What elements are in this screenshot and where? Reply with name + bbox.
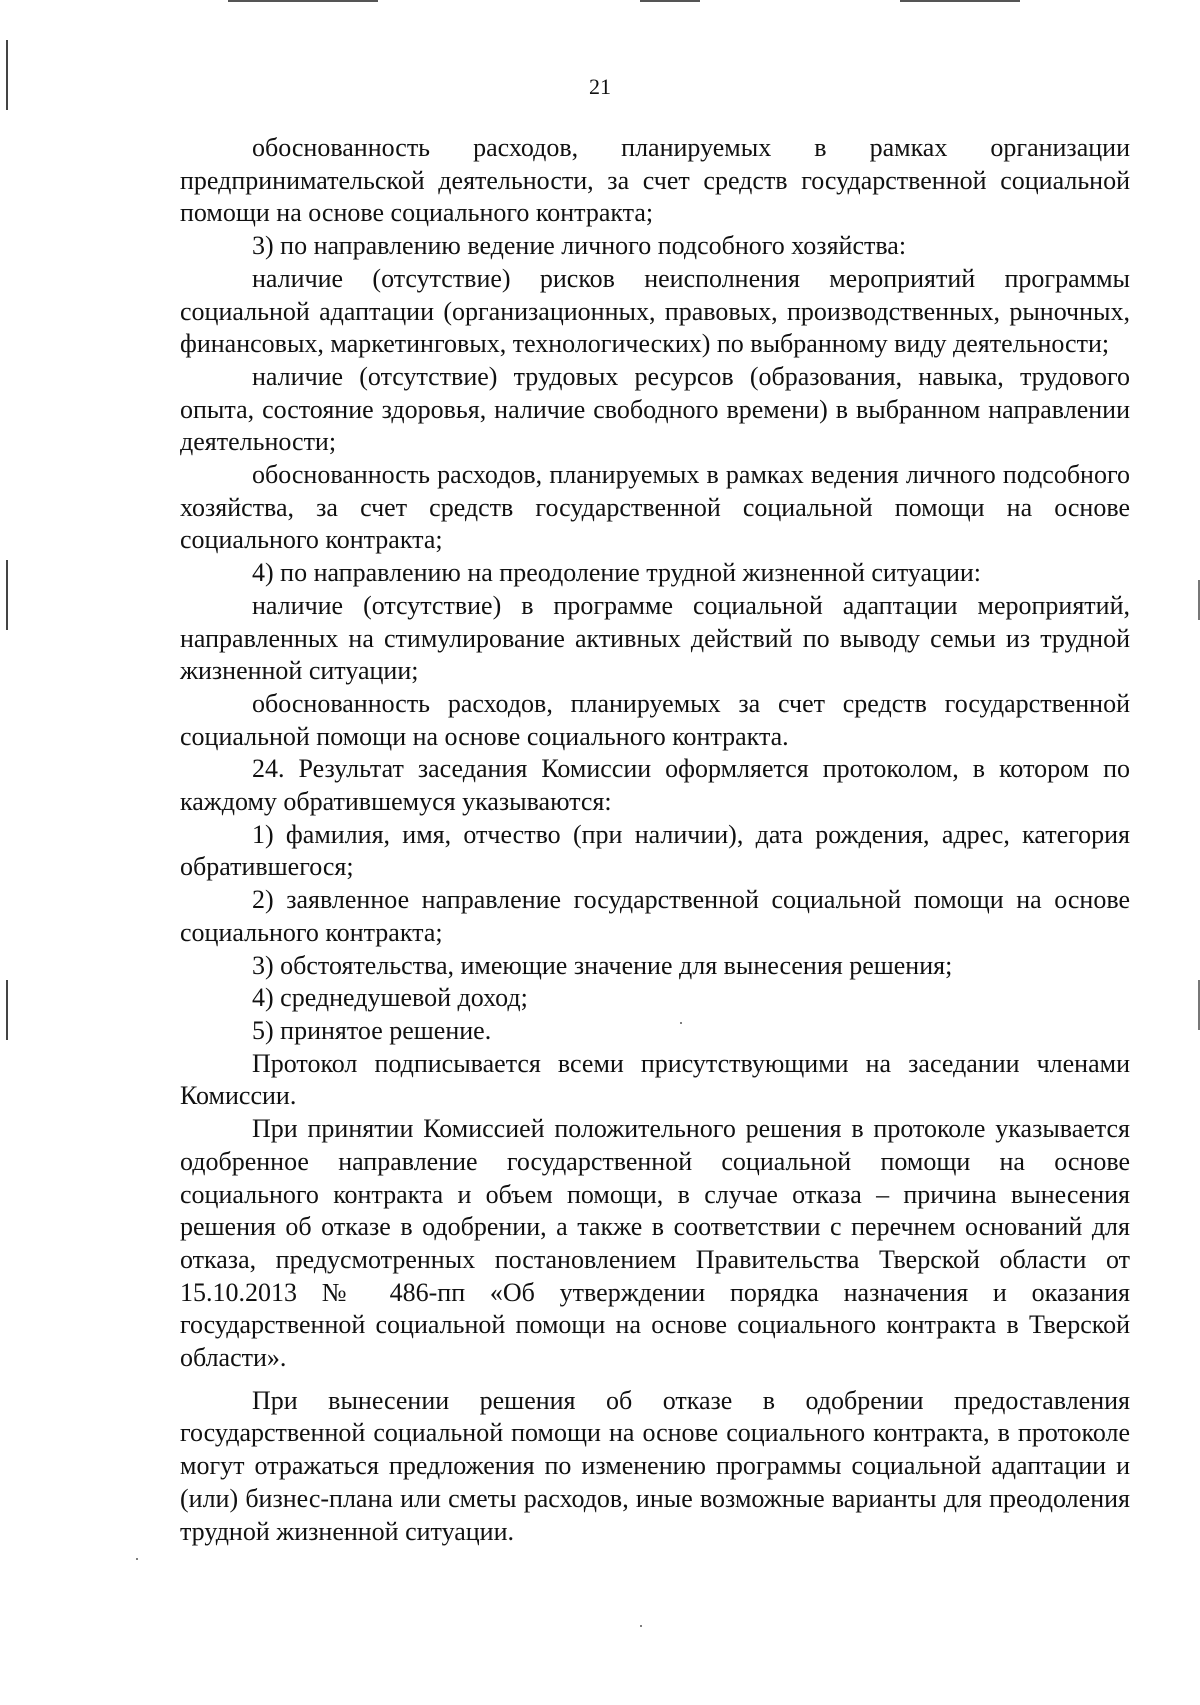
scan-edge-mark <box>640 0 700 2</box>
paragraph: обоснованность расходов, планируемых в рамках ведения личного подсобного хозяйства, за счет средств государственной социальной помощи на основе социального контракта; <box>180 460 1130 555</box>
paragraph: 4) по направлению на преодоление трудной жизненной ситуации: <box>252 558 982 588</box>
paragraph: 3) обстоятельства, имеющие значение для вынесения решения; <box>252 950 953 980</box>
paragraph: наличие (отсутствие) в программе социальной адаптации мероприятий, направленных на стимулирование активных действий по выводу семьи из трудной жизненной ситуации; <box>180 590 1130 686</box>
paragraph: наличие (отсутствие) рисков неисполнения мероприятий программы социальной адаптации (организационных, правовых, производственных, рыночных, финансовых, маркетинговых, технологических) по выбранному виду деятельности; <box>180 263 1130 359</box>
paragraph: обоснованность расходов, планируемых в рамках организации предпринимательской деятельности, за счет средств государственной социальной помощи на основе социального контракта; <box>180 133 1130 228</box>
paragraph: обоснованность расходов, планируемых за счет средств государственной социальной помощи на основе социального контракта. <box>180 688 1130 751</box>
page-number: 21 <box>589 74 611 99</box>
paragraph: При принятии Комиссией положительного решения в протоколе указывается одобренное направление государственной социальной помощи на основе социального контракта и объем помощи, в случае отказа – причина вынесения решения об отказе в одобрении, а также в соответствии с перечнем оснований для отказа, предусмотренных постановлением Правительства Тверской области от 15.10.2013 № 486-пп «Об утверждении порядка назначения и оказания государственной социальной помощи на основе социального контракта в Тверской области». <box>180 1114 1130 1373</box>
scan-edge-mark <box>6 980 8 1040</box>
paragraph: При вынесении решения об отказе в одобрении предоставления государственной социальной помощи на основе социального контракта, в протоколе могут отражаться предложения по изменению программы социальной адаптации и (или) бизнес-плана или сметы расходов, иные возможные варианты для преодоления трудной жизненной ситуации. <box>180 1385 1130 1546</box>
scan-edge-mark <box>900 0 1020 2</box>
scan-speck <box>640 1625 642 1627</box>
paragraph: 4) среднедушевой доход; <box>252 983 528 1013</box>
paragraph: Протокол подписывается всеми присутствующими на заседании членами Комиссии. <box>180 1048 1130 1111</box>
paragraph: 24. Результат заседания Комиссии оформляется протоколом, в котором по каждому обратившемуся указываются: <box>180 754 1130 817</box>
paragraph: 3) по направлению ведение личного подсобного хозяйства: <box>252 231 907 261</box>
scan-speck <box>136 1558 138 1560</box>
scan-edge-mark <box>228 0 378 2</box>
scan-edge-mark <box>6 560 8 630</box>
paragraph: наличие (отсутствие) трудовых ресурсов (образования, навыка, трудового опыта, состояние здоровья, наличие свободного времени) в выбранном направлении деятельности; <box>180 361 1130 457</box>
paragraph: 5) принятое решение. <box>252 1015 492 1045</box>
document-body <box>180 132 1130 1548</box>
paragraph: 2) заявленное направление государственной социальной помощи на основе социального контракта; <box>180 885 1130 947</box>
paragraph: 1) фамилия, имя, отчество (при наличии), дата рождения, адрес, категория обратившегося; <box>180 819 1130 882</box>
